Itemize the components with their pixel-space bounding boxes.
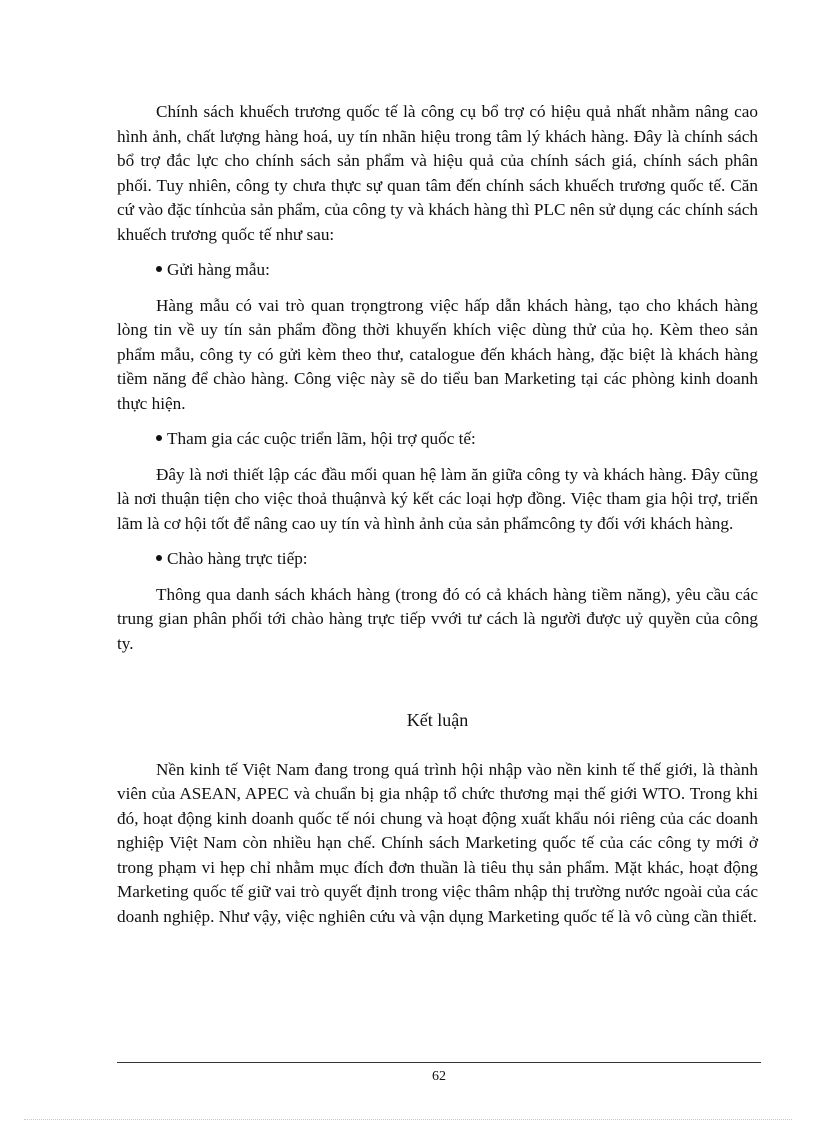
- direct-offer-paragraph: Thông qua danh sách khách hàng (trong đó có cả khách hàng tiềm năng), yêu cầu các trung gian phân phối tới chào hàng trực tiếp vvới tư cách là người được uỷ quyền của công ty.: [117, 584, 758, 653]
- bullet-label: Tham gia các cuộc triển lãm, hội trợ quốc tế:: [167, 429, 476, 448]
- footer-divider: [117, 1062, 761, 1063]
- bullet-dot-icon: [156, 266, 162, 272]
- intro-paragraph: Chính sách khuếch trương quốc tế là công cụ bổ trợ có hiệu quả nhất nhằm nâng cao hình ảnh, chất lượng hàng hoá, uy tín nhãn hiệu trong tâm lý khách hàng. Đây là chính sách bổ trợ đắc lực cho chính sách sản phẩm và hiệu quả của chính sách giá, chính sách phân phối. Tuy nhiên, công ty chưa thực sự quan tâm đến chính sách khuếch trương quốc tế. Căn cứ vào đặc tínhcủa sản phẩm, của công ty và khách hàng thì PLC nên sử dụng các chính sách khuếch trương quốc tế như sau:: [117, 102, 759, 244]
- bullet-label: Gửi hàng mẫu:: [167, 260, 270, 279]
- bullet-dot-icon: [156, 435, 162, 441]
- page-number: 62: [432, 1069, 446, 1084]
- bullet-dot-icon: [156, 555, 162, 561]
- conclusion-paragraph: Nền kinh tế Việt Nam đang trong quá trình hội nhập vào nền kinh tế thế giới, là thành viên của ASEAN, APEC và chuẩn bị gia nhập tổ chức thương mại thế giới WTO. Trong khi đó, hoạt động kinh doanh quốc tế nói chung và hoạt động xuất khẩu nói riêng của các doanh nghiệp Việt Nam còn nhiều hạn chế. Chính sách Marketing quốc tế của các công ty mới ở trong phạm vi hẹp chỉ nhằm mục đích đơn thuần là tiêu thụ sản phẩm. Mặt khác, hoạt động Marketing quốc tế giữ vai trò quyết định trong việc thâm nhập thị trường nước ngoài của các doanh nghiệp. Như vậy, việc nghiên cứu và vận dụng Marketing quốc tế là vô cùng cần thiết.: [117, 759, 758, 926]
- page-bottom-border: [24, 1119, 792, 1120]
- conclusion-heading: Kết luận: [406, 710, 469, 730]
- bullet-item-trade-fairs: [117, 427, 758, 452]
- trade-fairs-paragraph: Đây là nơi thiết lập các đầu mối quan hệ làm ăn giữa công ty và khách hàng. Đây cũng là nơi thuận tiện cho việc thoả thuậnvà ký kết các loại hợp đồng. Việc tham gia hội trợ, triển lãm là cơ hội tốt để nâng cao uy tín và hình ảnh của sản phẩmcông ty đối với khách hàng.: [117, 464, 758, 533]
- samples-paragraph: Hàng mẫu có vai trò quan trọngtrong việc hấp dẫn khách hàng, tạo cho khách hàng lòng tin về uy tín sản phẩm đồng thời khuyến khích việc dùng thử của họ. Kèm theo sản phẩm mẫu, công ty có gửi kèm theo thư, catalogue đến khách hàng, đặc biệt là khách hàng tiềm năng để chào hàng. Công việc này sẽ do tiểu ban Marketing tại các phòng kinh doanh thực hiện.: [117, 295, 758, 413]
- bullet-item-samples: [117, 258, 758, 283]
- bullet-label: Chào hàng trực tiếp:: [167, 549, 308, 568]
- document-body: [117, 100, 758, 940]
- bullet-item-direct-offer: [117, 547, 758, 572]
